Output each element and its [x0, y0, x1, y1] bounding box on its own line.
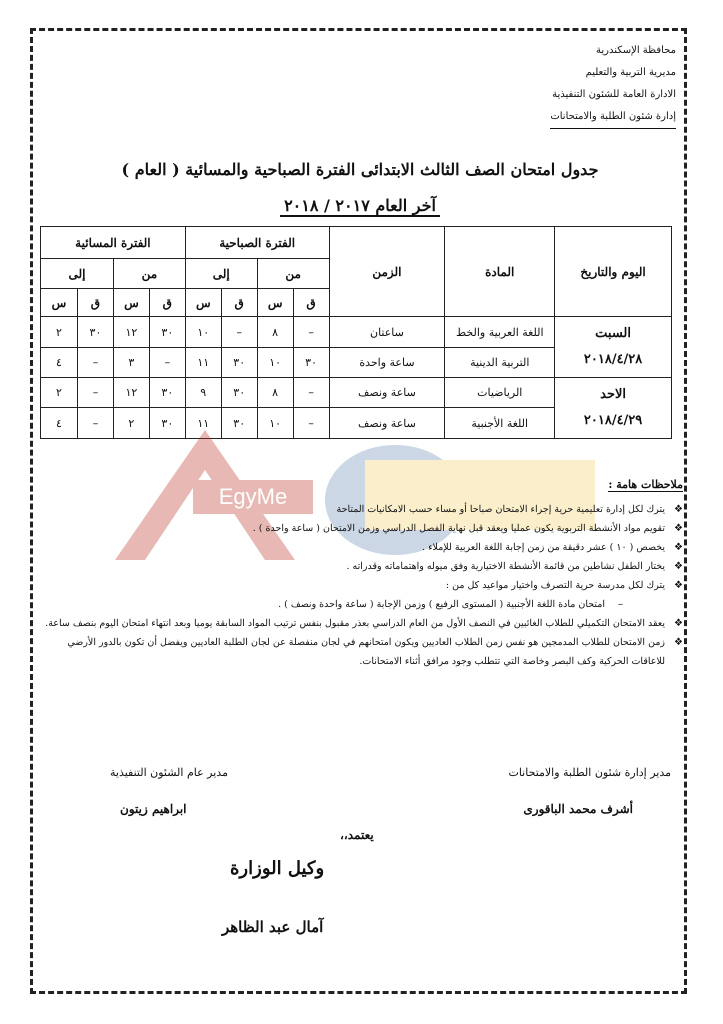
- time-cell: ٤: [41, 348, 78, 378]
- exam-schedule-table: [40, 226, 672, 439]
- subject-cell: اللغة العربية والخط: [445, 317, 555, 348]
- note-text: يخصص ( ١٠ ) عشر دقيقة من زمن إجابة اللغة العربية للإملاء .: [422, 542, 665, 553]
- document-header: [550, 40, 676, 129]
- time-cell: ١١: [185, 408, 221, 439]
- note-text: يعقد الامتحان التكميلي للطلاب الغائبين في النصف الأول من العام الدراسي بعذر مقبول بنفس ترتيب المواد السابقة يوميا وبعد انتهاء امتحان اليوم بنصف ساعة.: [45, 618, 665, 629]
- time-cell: ٣٠: [221, 378, 257, 408]
- time-cell: –: [221, 317, 257, 348]
- table-row: [41, 378, 672, 408]
- header-hour: س: [185, 289, 221, 317]
- notes-list: [43, 500, 683, 671]
- time-cell: ٨: [257, 317, 293, 348]
- watermark-text: EgyMe: [218, 484, 288, 509]
- header-min: ق: [77, 289, 113, 317]
- dash-icon: –: [618, 599, 623, 610]
- header-morning-to: إلى: [185, 259, 257, 289]
- note-item: [43, 633, 683, 671]
- date-value: ٢٠١٨/٤/٢٩: [583, 413, 643, 428]
- header-subject: المادة: [445, 227, 555, 317]
- bullet-icon: ❖: [674, 637, 683, 648]
- note-item: [43, 614, 683, 633]
- document-title: جدول امتحان الصف الثالث الابتدائى الفترة الصباحية والمسائية ( العام ): [121, 160, 599, 179]
- time-cell: ٣٠: [293, 348, 329, 378]
- header-hour: س: [113, 289, 149, 317]
- time-cell: –: [293, 408, 329, 439]
- time-cell: ٢: [41, 378, 78, 408]
- duration-cell: ساعتان: [329, 317, 445, 348]
- note-item: [43, 500, 683, 519]
- approval-label: يعتمد،،: [340, 828, 374, 842]
- header-directorate: مديرية التربية والتعليم: [585, 67, 676, 78]
- time-cell: –: [77, 348, 113, 378]
- time-cell: ٢: [41, 317, 78, 348]
- header-min: ق: [149, 289, 185, 317]
- time-cell: ٣: [113, 348, 149, 378]
- year-label: آخر العام ٢٠١٧ / ٢٠١٨: [280, 196, 440, 217]
- header-duration: الزمن: [329, 227, 445, 317]
- time-cell: ٢: [113, 408, 149, 439]
- signatory-name-right: أشرف محمد الباقورى: [523, 802, 633, 816]
- deputy-minister-name: آمال عبد الظاهر: [222, 918, 324, 936]
- time-cell: ٣٠: [221, 348, 257, 378]
- header-min: ق: [221, 289, 257, 317]
- day-name: السبت: [595, 326, 631, 341]
- time-cell: ١٠: [185, 317, 221, 348]
- note-text: يترك لكل مدرسة حرية التصرف واختيار مواعيد كل من :: [445, 580, 665, 591]
- time-cell: ١٠: [257, 348, 293, 378]
- header-morning-from: من: [257, 259, 329, 289]
- bullet-icon: ❖: [674, 561, 683, 572]
- time-cell: ٤: [41, 408, 78, 439]
- time-cell: ٣٠: [221, 408, 257, 439]
- time-cell: ٨: [257, 378, 293, 408]
- time-cell: –: [77, 378, 113, 408]
- note-item: [43, 519, 683, 538]
- time-cell: ٣٠: [77, 317, 113, 348]
- header-hour: س: [41, 289, 78, 317]
- duration-cell: ساعة ونصف: [329, 408, 445, 439]
- signatory-title-left: مدير عام الشئون التنفيذية: [110, 766, 228, 779]
- signatory-name-left: ابراهيم زيتون: [120, 802, 187, 816]
- bullet-icon: ❖: [674, 542, 683, 553]
- header-min: ق: [293, 289, 329, 317]
- time-cell: ١٠: [257, 408, 293, 439]
- time-cell: –: [149, 348, 185, 378]
- time-cell: ٣٠: [149, 378, 185, 408]
- bullet-icon: ❖: [674, 618, 683, 629]
- time-cell: ٩: [185, 378, 221, 408]
- time-cell: ٣٠: [149, 317, 185, 348]
- subject-cell: الرياضيات: [445, 378, 555, 408]
- bullet-icon: ❖: [674, 504, 683, 515]
- note-item: [43, 538, 683, 557]
- subject-cell: اللغة الأجنبية: [445, 408, 555, 439]
- header-hour: س: [257, 289, 293, 317]
- notes-heading: ملاحظات هامة :: [608, 478, 683, 491]
- bullet-icon: ❖: [674, 523, 683, 534]
- note-text: تقويم مواد الأنشطة التربوية يكون عمليا ويعقد قبل نهاية الفصل الدراسي وزمن الامتحان ( ساعة واحدة ) .: [252, 523, 665, 534]
- day-cell: [555, 317, 672, 378]
- header-evening-to: إلى: [41, 259, 114, 289]
- header-administration: الادارة العامة للشئون التنفيذية: [552, 89, 676, 100]
- note-text: امتحان مادة اللغة الأجنبية ( المستوى الرفيع ) وزمن الإجابة ( ساعة واحدة ونصف ) .: [278, 599, 605, 610]
- header-day-date: اليوم والتاريخ: [555, 227, 672, 317]
- header-evening-from: من: [113, 259, 185, 289]
- date-value: ٢٠١٨/٤/٢٨: [583, 352, 643, 367]
- header-evening: الفترة المسائية: [41, 227, 186, 259]
- time-cell: –: [293, 378, 329, 408]
- time-cell: –: [77, 408, 113, 439]
- header-department: إدارة شئون الطلبة والامتحانات: [550, 106, 676, 129]
- time-cell: ١١: [185, 348, 221, 378]
- time-cell: ١٢: [113, 317, 149, 348]
- header-morning: الفترة الصباحية: [185, 227, 329, 259]
- sub-note-item: [43, 595, 683, 614]
- time-cell: –: [293, 317, 329, 348]
- table-row: [41, 317, 672, 348]
- header-governorate: محافظة الإسكندرية: [595, 45, 676, 56]
- time-cell: ٣٠: [149, 408, 185, 439]
- deputy-minister-title: وكيل الوزارة: [230, 858, 325, 879]
- bullet-icon: ❖: [674, 580, 683, 591]
- signatory-title-right: مدير إدارة شئون الطلبة والامتحانات: [508, 766, 671, 779]
- note-text: يترك لكل إدارة تعليمية حرية إجراء الامتحان صباحا أو مساء حسب الامكانيات المتاحة: [336, 504, 665, 515]
- note-item: [43, 576, 683, 595]
- time-cell: ١٢: [113, 378, 149, 408]
- day-cell: [555, 378, 672, 439]
- subject-cell: التربية الدينية: [445, 348, 555, 378]
- day-name: الاحد: [600, 387, 627, 402]
- duration-cell: ساعة ونصف: [329, 378, 445, 408]
- note-text: يختار الطفل نشاطين من قائمة الأنشطة الاختيارية وفق ميوله واهتماماته وقدراته .: [346, 561, 665, 572]
- duration-cell: ساعة واحدة: [329, 348, 445, 378]
- document-subtitle: [60, 196, 660, 215]
- note-text: زمن الامتحان للطلاب المدمجين هو نفس زمن الطلاب العاديين ويكون امتحانهم في لجان منفصلة عن لجان الطلبة العاديين ويفضل أن تكون بالدور الأرضي للاعاقات الحركية وكف البصر وخاصة التي تتطلب وجود مرافق أثناء الامتحانات.: [67, 637, 665, 667]
- note-item: [43, 557, 683, 576]
